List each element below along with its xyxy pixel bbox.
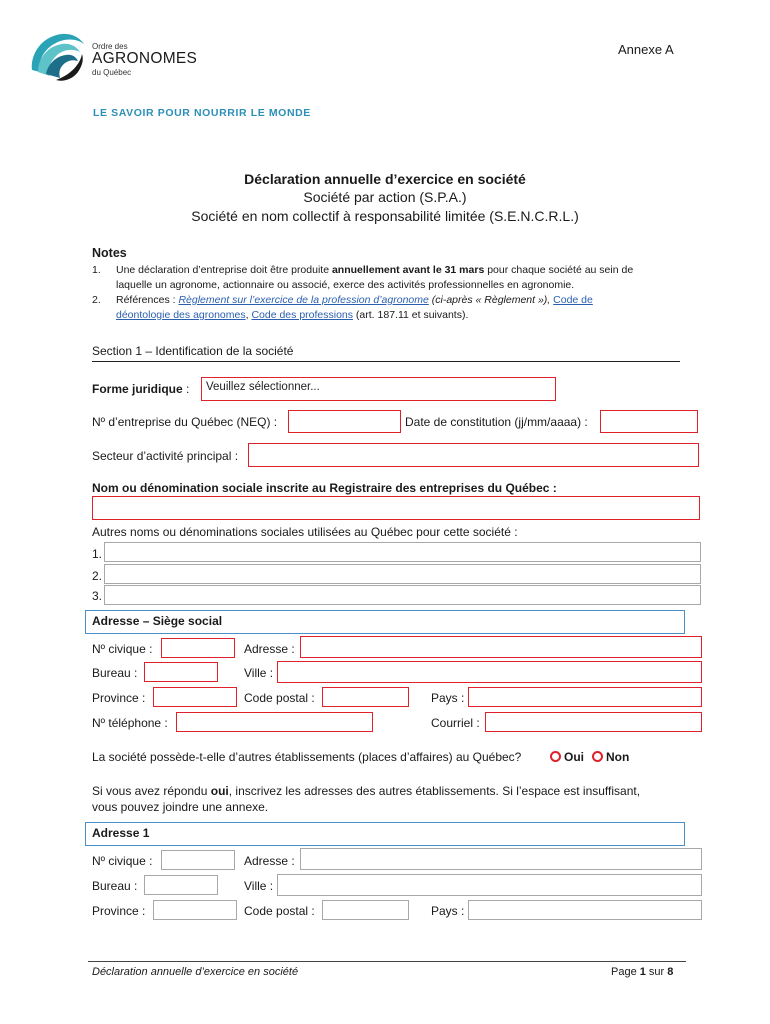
adresse-1-adresse-input[interactable] — [300, 848, 702, 870]
adresse-1-civique-input[interactable] — [161, 850, 235, 870]
adresse-1-adresse-label: Adresse : — [244, 854, 295, 868]
siege-province-input[interactable] — [153, 687, 237, 707]
neq-input[interactable] — [288, 410, 401, 433]
autres-nom-3-input[interactable] — [104, 585, 701, 605]
link-code-deontologie-1[interactable]: Code de — [553, 294, 593, 306]
note-2-text-a: Références : — [116, 294, 179, 306]
autres-nom-2-number: 2. — [92, 569, 103, 583]
adresse-1-province-input[interactable] — [153, 900, 237, 920]
adresse-1-code-postal-label: Code postal : — [244, 904, 315, 918]
date-constitution-input[interactable] — [600, 410, 698, 433]
section-1-divider — [92, 361, 680, 362]
adresse-1-pays-input[interactable] — [468, 900, 702, 920]
logo-org-line1: Ordre des — [92, 42, 128, 51]
adresse-1-civique-label: Nº civique : — [92, 854, 153, 868]
note-1-text-c: pour chaque société au sein de — [484, 264, 634, 276]
adresse-1-code-postal-input[interactable] — [322, 900, 409, 920]
autres-etablissements-question: La société possède-t-elle d’autres établissements (places d’affaires) au Québec? — [92, 750, 522, 764]
link-reglement[interactable]: Règlement sur l’exercice de la profession d’agronome — [178, 294, 429, 306]
siege-ville-label: Ville : — [244, 666, 274, 680]
adresse-1-province-label: Province : — [92, 904, 146, 918]
adresse-1-header: Adresse 1 — [85, 822, 685, 846]
document-title: Déclaration annuelle d’exercice en société — [244, 171, 526, 187]
footer-document-title: Déclaration annuelle d’exercice en société — [92, 966, 299, 978]
forme-juridique-colon: : — [182, 382, 190, 396]
siege-courriel-label: Courriel : — [431, 716, 480, 730]
autres-nom-2-input[interactable] — [104, 564, 701, 584]
autres-nom-1-input[interactable] — [104, 542, 701, 562]
instruction-text-d: vous pouvez joindre une annexe. — [92, 800, 269, 814]
secteur-label: Secteur d’activité principal : — [92, 449, 239, 463]
siege-telephone-label: Nº téléphone : — [92, 716, 168, 730]
footer-page-current: 1 — [639, 966, 646, 978]
siege-pays-label: Pays : — [431, 691, 465, 705]
note-1 — [92, 263, 682, 293]
siege-bureau-label: Bureau : — [92, 666, 138, 680]
adresse-1-ville-input[interactable] — [277, 874, 702, 896]
neq-label: Nº d’entreprise du Québec (NEQ) : — [92, 415, 278, 429]
autres-nom-1-number: 1. — [92, 547, 103, 561]
adresse-1-ville-label: Ville : — [244, 879, 274, 893]
siege-civique-label: Nº civique : — [92, 642, 153, 656]
siege-bureau-input[interactable] — [144, 662, 218, 682]
adresse-1-bureau-label: Bureau : — [92, 879, 138, 893]
autres-noms-label: Autres noms ou dénominations sociales utilisées au Québec pour cette société : — [92, 525, 518, 539]
note-2-number: 2. — [92, 294, 101, 306]
siege-courriel-input[interactable] — [485, 712, 702, 732]
adresse-1-pays-label: Pays : — [431, 904, 465, 918]
siege-code-postal-input[interactable] — [322, 687, 409, 707]
instruction-oui: oui — [210, 784, 229, 798]
note-1-number: 1. — [92, 264, 101, 276]
note-1-text-a: Une déclaration d’entreprise doit être produite — [116, 264, 332, 276]
section-1-title: Section 1 – Identification de la société — [92, 344, 294, 358]
radio-oui-label: Oui — [564, 750, 584, 764]
adresse-1-bureau-input[interactable] — [144, 875, 218, 895]
tagline: LE SAVOIR POUR NOURRIR LE MONDE — [93, 107, 311, 119]
forme-juridique-label — [92, 382, 189, 396]
siege-province-label: Province : — [92, 691, 146, 705]
forme-juridique-select[interactable]: Veuillez sélectionner... — [201, 377, 556, 401]
siege-ville-input[interactable] — [277, 661, 702, 683]
note-2-text-d: (art. 187.11 et suivants). — [353, 309, 469, 321]
radio-non-label: Non — [606, 750, 630, 764]
autres-nom-3-number: 3. — [92, 589, 103, 603]
footer-page-prefix: Page — [611, 966, 640, 978]
logo — [26, 26, 88, 88]
radio-oui[interactable] — [550, 751, 561, 762]
date-constitution-label: Date de constitution (jj/mm/aaaa) : — [405, 415, 588, 429]
footer-page-mid: sur — [645, 966, 668, 978]
footer-page-number — [611, 966, 673, 978]
note-2-text-b: (ci-après « Règlement »), — [428, 294, 554, 306]
siege-telephone-input[interactable] — [176, 712, 373, 732]
footer-page-total: 8 — [667, 966, 674, 978]
siege-pays-input[interactable] — [468, 687, 702, 707]
siege-civique-input[interactable] — [161, 638, 235, 658]
link-code-professions[interactable]: Code des professions — [251, 309, 354, 321]
nom-societe-input[interactable] — [92, 496, 700, 520]
note-2-text-c: , — [245, 309, 252, 321]
note-2 — [92, 293, 682, 323]
notes-heading: Notes — [92, 246, 127, 260]
logo-org-line3: du Québec — [92, 68, 132, 77]
siege-social-header: Adresse – Siège social — [85, 610, 685, 634]
instruction-text-c: , inscrivez les adresses des autres établissements. Si l’espace est insuffisant, — [228, 784, 641, 798]
link-code-deontologie-2[interactable]: déontologie des agronomes — [116, 309, 246, 321]
forme-juridique-text: Forme juridique — [92, 382, 183, 396]
logo-swirl-icon — [26, 26, 88, 88]
siege-adresse-input[interactable] — [300, 636, 702, 658]
logo-org-name: AGRONOMES — [92, 50, 198, 67]
siege-adresse-label: Adresse : — [244, 642, 295, 656]
radio-non[interactable] — [592, 751, 603, 762]
nom-societe-label: Nom ou dénomination sociale inscrite au Registraire des entreprises du Québec : — [92, 481, 557, 495]
annex-label: Annexe A — [618, 42, 674, 57]
secteur-input[interactable] — [248, 443, 699, 467]
instruction-text — [92, 783, 692, 815]
document-subtitle-1: Société par action (S.P.A.) — [303, 189, 467, 205]
note-1-deadline: annuellement avant le 31 mars — [331, 264, 485, 276]
siege-code-postal-label: Code postal : — [244, 691, 315, 705]
footer-divider — [88, 961, 686, 962]
document-subtitle-2: Société en nom collectif à responsabilité limitée (S.E.N.C.R.L.) — [191, 208, 579, 224]
instruction-text-a: Si vous avez répondu — [92, 784, 211, 798]
note-1-text-d: laquelle un agronome, actionnaire ou associé, exerce des activités professionnelles en agronomie. — [116, 279, 575, 291]
